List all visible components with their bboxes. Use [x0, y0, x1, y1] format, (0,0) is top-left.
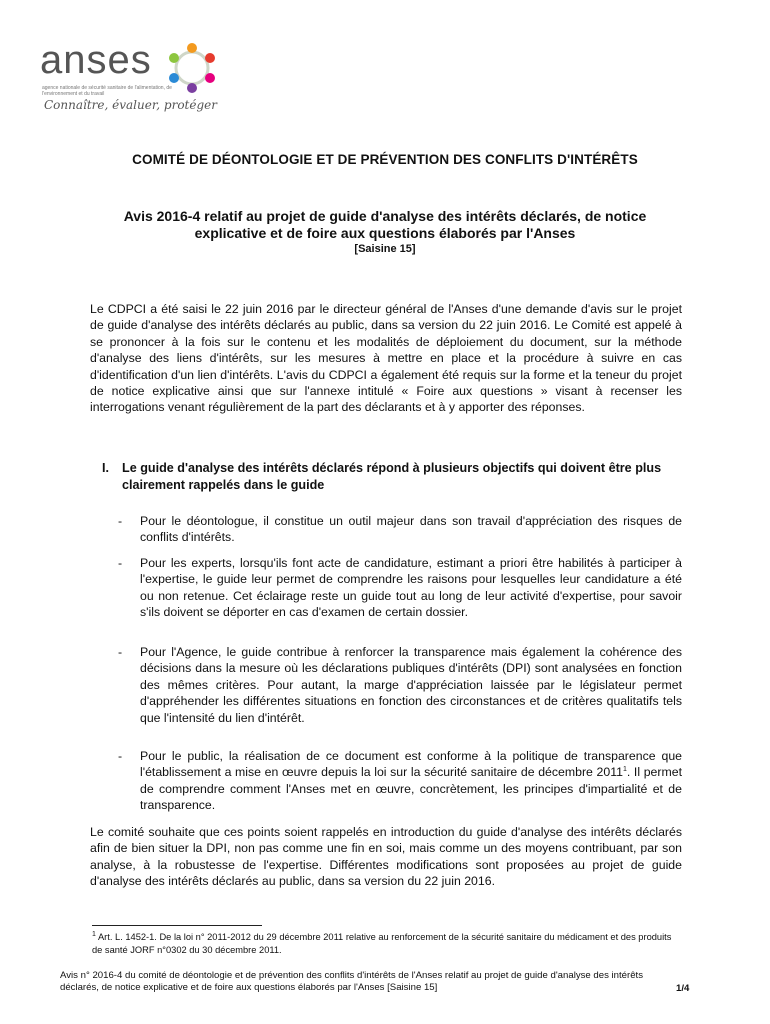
- closing-paragraph: Le comité souhaite que ces points soient rappelés en introduction du guide d'analyse des intérêts déclarés afin de bien situer la DPI, non pas comme une fin en soi, mais comme un des moyens contribuant, par son analyse, à la robustesse de l'expertise. Différentes modifications sont proposées au projet de guide d'analyse des intérêts déclarés au public, dans sa version du 22 juin 2016.: [90, 825, 682, 889]
- section-title: Le guide d'analyse des intérêts déclarés répond à plusieurs objectifs qui doivent être plus clairement rappelés dans le guide: [122, 461, 662, 492]
- footnote: [92, 931, 682, 956]
- bullet-text: Pour les experts, lorsqu'ils font acte de candidature, estimant a priori être habilités à participer à l'expertise, le guide leur permet de comprendre les raisons pour lesquelles leur candidature a été ou non retenue. Cet éclairage reste un guide tout au long de leur activité d'expertise, pour savoir s'ils doivent se déporter en cas d'examen de certain dossier.: [140, 556, 682, 620]
- bullet-text-part: . Il permet de comprendre comment l'Anses met en œuvre, concrètement, les principes d'impartialité et de transparence.: [140, 765, 682, 813]
- bullet-text: Pour le déontologue, il constitue un outil majeur dans son travail d'appréciation des risques de conflits d'intérêts.: [140, 514, 682, 545]
- logo-subtitle: agence nationale de sécurité sanitaire de l'alimentation, de l'environnement et du travail: [42, 85, 172, 97]
- logo-dots-icon: [164, 40, 220, 96]
- bullet-dash: -: [118, 556, 123, 570]
- footnote-text: Art. L. 1452-1. De la loi n° 2011-2012 du 29 décembre 2011 relative au renforcement de la sécurité sanitaire du médicament et des produits de santé JORF n°0302 du 30 décembre 2011.: [92, 932, 672, 955]
- page-footer: [60, 970, 690, 995]
- avis-title: Avis 2016-4 relatif au projet de guide d'analyse des intérêts déclarés, de notice explicative et de foire aux questions élaborés par l'Anses: [123, 208, 647, 241]
- logo-tagline: Connaître, évaluer, protéger: [44, 98, 217, 112]
- footer-text: Avis n° 2016-4 du comité de déontologie et de prévention des conflits d'intérêts de l'Anses relatif au projet de guide d'analyse des intérêts déclarés, de notice explicative et de foire aux questions élaborés par l'Anses [Saisine 15]: [60, 970, 644, 994]
- committee-title: COMITÉ DE DÉONTOLOGIE ET DE PRÉVENTION DES CONFLITS D'INTÉRÊTS: [132, 152, 638, 167]
- intro-paragraph: Le CDPCI a été saisi le 22 juin 2016 par le directeur général de l'Anses d'une demande d'avis sur le projet de guide d'analyse des intérêts déclarés au public, dans sa version du 22 juin 2016. Le Comité est appelé à se prononcer à la fois sur le contenu et les modalités de déploiement du document, sur la méthode d'analyse des liens d'intérêts, sur les mesures à mettre en place et la procédure à suivre en cas d'identification d'un lien d'intérêts. L'avis du CDPCI a également été requis sur la forme et la teneur du projet de notice explicative ainsi que sur l'annexe intitulé « Foire aux questions » visant à recenser les interrogations venant régulièrement de la part des déclarants et à y apporter des réponses.: [90, 302, 682, 415]
- logo-wordmark: anses: [40, 38, 152, 82]
- footnote-number: 1: [92, 930, 96, 938]
- page-number: 1/4: [676, 983, 690, 994]
- footnote-reference[interactable]: 1: [622, 766, 627, 774]
- bullet-dash: -: [118, 645, 123, 659]
- saisine-label: [Saisine 15]: [354, 243, 416, 255]
- bullet-text: Pour l'Agence, le guide contribue à renforcer la transparence mais également la cohérence des décisions dans la mesure où les déclarations publiques d'intérêts (DPI) sont analysées en fonction des mêmes critères. Pour autant, la marge d'appréciation laissée par le législateur permet d'appréhender les différentes situations en fonction des circonstances et de critères qualitatifs tels que l'intensité du lien d'intérêt.: [140, 645, 682, 725]
- bullet-dash: -: [118, 749, 123, 763]
- bullet-text: [140, 748, 682, 814]
- bullet-dash: -: [118, 514, 123, 528]
- bullet-text-part: Pour le public, la réalisation de ce document est conforme à la politique de transparence que l'établissement a mise en œuvre depuis la loi sur la sécurité sanitaire de décembre 2011: [140, 749, 682, 780]
- section-number: I.: [102, 461, 109, 475]
- footnote-divider: [92, 925, 262, 926]
